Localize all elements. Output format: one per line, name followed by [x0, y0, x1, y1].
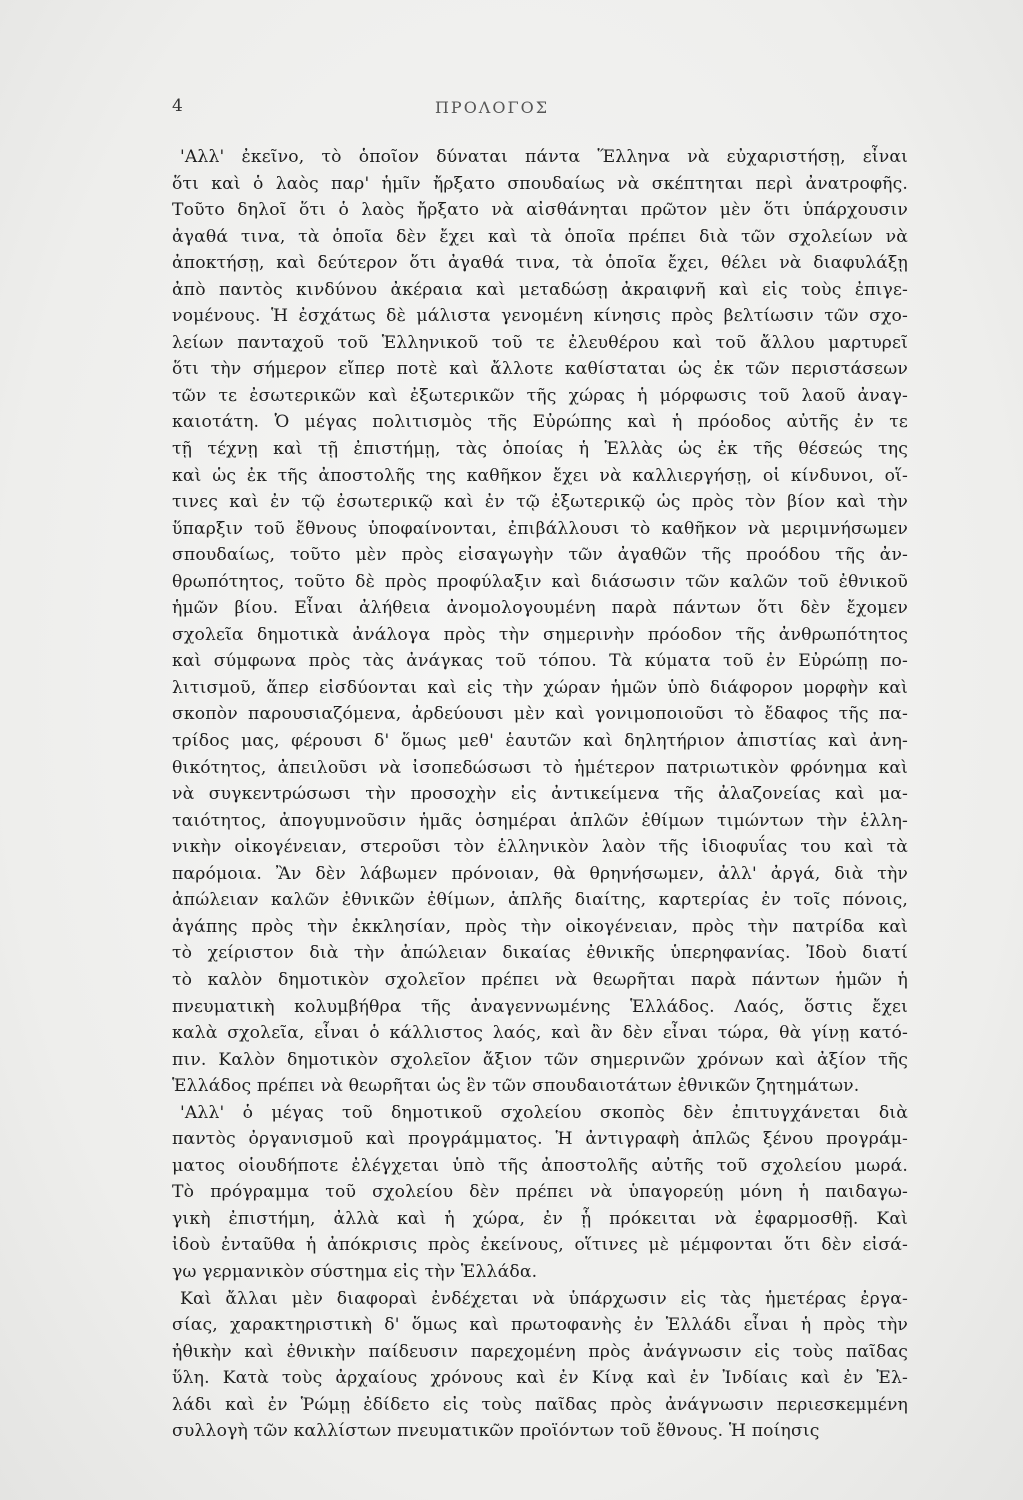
- text-line: ἀπὸ παντὸς κινδύνου ἀκέραια καὶ μεταδώσῃ ἀκραιφνῆ καὶ εἰς τοὺς ἐπιγε-: [172, 279, 908, 300]
- text-line: πιν. Καλὸν δημοτικὸν σχολεῖον ἄξιον τῶν σημερινῶν χρόνων καὶ ἀξίον τῆς: [172, 1049, 908, 1070]
- text-line: Ἑλλάδος πρέπει νὰ θεωρῆται ὡς ἓν τῶν σπουδαιοτάτων ἐθνικῶν ζητημάτων.: [172, 1076, 860, 1097]
- text-line: τινες καὶ ἐν τῷ ἐσωτερικῷ καὶ ἐν τῷ ἐξωτερικῷ ὡς πρὸς τὸν βίον καὶ τὴν: [172, 492, 908, 513]
- text-line: ὕπαρξιν τοῦ ἔθνους ὑποφαίνονται, ἐπιβάλλουσι τὸ καθῆκον νὰ μεριμνήσωμεν: [172, 518, 908, 539]
- text-line: τὸ καλὸν δημοτικὸν σχολεῖον πρέπει νὰ θεωρῆται παρὰ πάντων ἡμῶν ἡ: [172, 969, 908, 990]
- page-number: 4: [172, 96, 183, 116]
- text-line: ταιότητος, ἀπογυμνοῦσιν ἡμᾶς ὁσημέραι ἁπλῶν ἐθίμων τιμώντων τὴν ἑλλη-: [172, 810, 908, 831]
- text-line: ἡμῶν βίου. Εἶναι ἀλήθεια ἀνομολογουμένη παρὰ πάντων ὅτι δὲν ἔχομεν: [172, 598, 908, 619]
- text-line: Καὶ ἄλλαι μὲν διαφοραὶ ἐνδέχεται νὰ ὑπάρχωσιν εἰς τὰς ἡμετέρας ἐργα-: [180, 1288, 908, 1309]
- text-line: Τὸ πρόγραμμα τοῦ σχολείου δὲν πρέπει νὰ ὑπαγορεύῃ μόνη ἡ παιδαγω-: [172, 1182, 908, 1203]
- text-line: τῶν τε ἐσωτερικῶν καὶ ἐξωτερικῶν τῆς χώρας ἡ μόρφωσις τοῦ λαοῦ ἀναγ-: [172, 385, 908, 406]
- body-text: [172, 144, 908, 1445]
- text-line: 'Αλλ' ὁ μέγας τοῦ δημοτικοῦ σχολείου σκοπὸς δὲν ἐπιτυγχάνεται διὰ: [180, 1102, 908, 1123]
- text-line: ὅτι τὴν σήμερον εἴπερ ποτὲ καὶ ἄλλοτε καθίσταται ὡς ἐκ τῶν περιστάσεων: [172, 359, 908, 380]
- text-line: ἀγάπης πρὸς τὴν ἐκκλησίαν, πρὸς τὴν οἰκογένειαν, πρὸς τὴν πατρίδα καὶ: [172, 916, 908, 937]
- text-line: ἠθικὴν καὶ ἐθνικὴν παίδευσιν παρεχομένη πρὸς ἀνάγνωσιν εἰς τοὺς παῖδας: [172, 1341, 908, 1362]
- text-line: παντὸς ὀργανισμοῦ καὶ προγράμματος. Ἡ ἀντιγραφὴ ἁπλῶς ξένου προγράμ-: [172, 1129, 908, 1150]
- text-line: ἀποκτήσῃ, καὶ δεύτερον ὅτι ἀγαθά τινα, τὰ ὁποῖα ἔχει, θέλει νὰ διαφυλάξῃ: [172, 253, 908, 274]
- text-line: πνευματικὴ κολυμβήθρα τῆς ἀναγεννωμένης Ἑλλάδος. Λαός, ὅστις ἔχει: [172, 996, 908, 1017]
- text-line: τῇ τέχνῃ καὶ τῇ ἐπιστήμῃ, τὰς ὁποίας ἡ Ἑλλὰς ὡς ἐκ τῆς θέσεώς της: [172, 439, 908, 460]
- paragraph: [172, 1286, 908, 1445]
- text-line: γω γερμανικὸν σύστημα εἰς τὴν Ἑλλάδα.: [172, 1261, 538, 1282]
- text-line: Τοῦτο δηλοῖ ὅτι ὁ λαὸς ἤρξατο νὰ αἰσθάνηται πρῶτον μὲν ὅτι ὑπάρχουσιν: [172, 200, 908, 221]
- page-header: [172, 96, 812, 124]
- text-line: λάδι καὶ ἐν Ῥώμῃ ἐδίδετο εἰς τοὺς παῖδας πρὸς ἀνάγνωσιν περιεσκεμμένη: [172, 1394, 908, 1415]
- text-line: συλλογὴ τῶν καλλίστων πνευματικῶν προϊόντων τοῦ ἔθνους. Ἡ ποίησις: [172, 1421, 820, 1442]
- text-line: νικὴν οἰκογένειαν, στεροῦσι τὸν ἑλληνικὸν λαὸν τῆς ἰδιοφυΐας του καὶ τὰ: [172, 837, 908, 858]
- text-line: καὶ ὡς ἐκ τῆς ἀποστολῆς της καθῆκον ἔχει νὰ καλλιεργήσῃ, οἱ κίνδυνοι, οἵ-: [172, 465, 908, 486]
- text-line: τὸ χείριστον διὰ τὴν ἀπώλειαν δικαίας ἐθνικῆς ὑπερηφανίας. Ἰδοὺ διατί: [172, 943, 908, 964]
- text-line: ὅτι καὶ ὁ λαὸς παρ' ἡμῖν ἤρξατο σπουδαίως νὰ σκέπτηται περὶ ἀνατροφῆς.: [172, 173, 908, 194]
- text-line: ἀπώλειαν καλῶν ἐθνικῶν ἐθίμων, ἁπλῆς διαίτης, καρτερίας ἐν τοῖς πόνοις,: [172, 890, 908, 911]
- text-line: τρίδος μας, φέρουσι δ' ὅμως μεθ' ἑαυτῶν καὶ δηλητήριον ἀπιστίας καὶ ἀνη-: [172, 731, 908, 752]
- text-line: σκοπὸν παρουσιαζόμενα, ἀρδεύουσι μὲν καὶ γονιμοποιοῦσι τὸ ἔδαφος τῆς πα-: [172, 704, 908, 725]
- running-title: ΠΡΟΛΟΓΟΣ: [434, 98, 550, 117]
- text-line: λείων πανταχοῦ τοῦ Ἑλληνικοῦ τοῦ τε ἐλευθέρου καὶ τοῦ ἄλλου μαρτυρεῖ: [172, 332, 908, 353]
- text-line: ματος οἱουδήποτε ἐλέγχεται ὑπὸ τῆς ἀποστολῆς αὐτῆς τοῦ σχολείου μωρά.: [172, 1155, 908, 1176]
- text-line: γικὴ ἐπιστήμη, ἀλλὰ καὶ ἡ χώρα, ἐν ᾗ πρόκειται νὰ ἐφαρμοσθῇ. Καὶ: [172, 1208, 908, 1229]
- text-line: καὶ σύμφωνα πρὸς τὰς ἀνάγκας τοῦ τόπου. Τὰ κύματα τοῦ ἐν Εὐρώπῃ πο-: [172, 651, 908, 672]
- paragraph: [172, 1100, 908, 1286]
- text-line: παρόμοια. Ἂν δὲν λάβωμεν πρόνοιαν, θὰ θρηνήσωμεν, ἀλλ' ἀργά, διὰ τὴν: [172, 863, 908, 884]
- text-line: ἰδοὺ ἐνταῦθα ἡ ἀπόκρισις πρὸς ἐκείνους, οἵτινες μὲ μέμφονται ὅτι δὲν εἰσά-: [172, 1235, 908, 1256]
- text-line: λιτισμοῦ, ἅπερ εἰσδύονται καὶ εἰς τὴν χώραν ἡμῶν ὑπὸ διάφορον μορφὴν καὶ: [172, 677, 908, 698]
- paragraph: [172, 144, 908, 1100]
- text-line: ὕλη. Κατὰ τοὺς ἀρχαίους χρόνους καὶ ἐν Κίνᾳ καὶ ἐν Ἰνδίαις καὶ ἐν Ἑλ-: [172, 1368, 908, 1389]
- text-line: καιοτάτη. Ὁ μέγας πολιτισμὸς τῆς Εὐρώπης καὶ ἡ πρόοδος αὐτῆς ἐν τε: [172, 412, 908, 433]
- text-line: θικότητος, ἀπειλοῦσι νὰ ἰσοπεδώσωσι τὸ ἡμέτερον πατριωτικὸν φρόνημα καὶ: [172, 757, 908, 778]
- text-line: σχολεῖα δημοτικὰ ἀνάλογα πρὸς τὴν σημερινὴν πρόοδον τῆς ἀνθρωπότητος: [172, 624, 908, 645]
- text-line: 'Αλλ' ἐκεῖνο, τὸ ὁποῖον δύναται πάντα Ἕλληνα νὰ εὐχαριστήσῃ, εἶναι: [180, 147, 908, 167]
- text-line: νὰ συγκεντρώσωσι τὴν προσοχὴν εἰς ἀντικείμενα τῆς ἀλαζονείας καὶ μα-: [172, 784, 908, 805]
- text-line: σίας, χαρακτηριστικὴ δ' ὅμως καὶ πρωτοφανὴς ἐν Ἑλλάδι εἶναι ἡ πρὸς τὴν: [172, 1315, 908, 1336]
- text-line: θρωπότητος, τοῦτο δὲ πρὸς προφύλαξιν καὶ διάσωσιν τῶν καλῶν τοῦ ἐθνικοῦ: [172, 571, 908, 592]
- text-line: νομένους. Ἡ ἐσχάτως δὲ μάλιστα γενομένη κίνησις πρὸς βελτίωσιν τῶν σχο-: [172, 306, 908, 327]
- text-line: σπουδαίως, τοῦτο μὲν πρὸς εἰσαγωγὴν τῶν ἀγαθῶν τῆς προόδου τῆς ἀν-: [172, 545, 908, 566]
- text-line: καλὰ σχολεῖα, εἶναι ὁ κάλλιστος λαός, καὶ ἂν δὲν εἶναι τώρα, θὰ γίνῃ κατό-: [172, 1023, 908, 1044]
- text-line: ἀγαθά τινα, τὰ ὁποῖα δὲν ἔχει καὶ τὰ ὁποῖα πρέπει διὰ τῶν σχολείων νὰ: [172, 226, 908, 247]
